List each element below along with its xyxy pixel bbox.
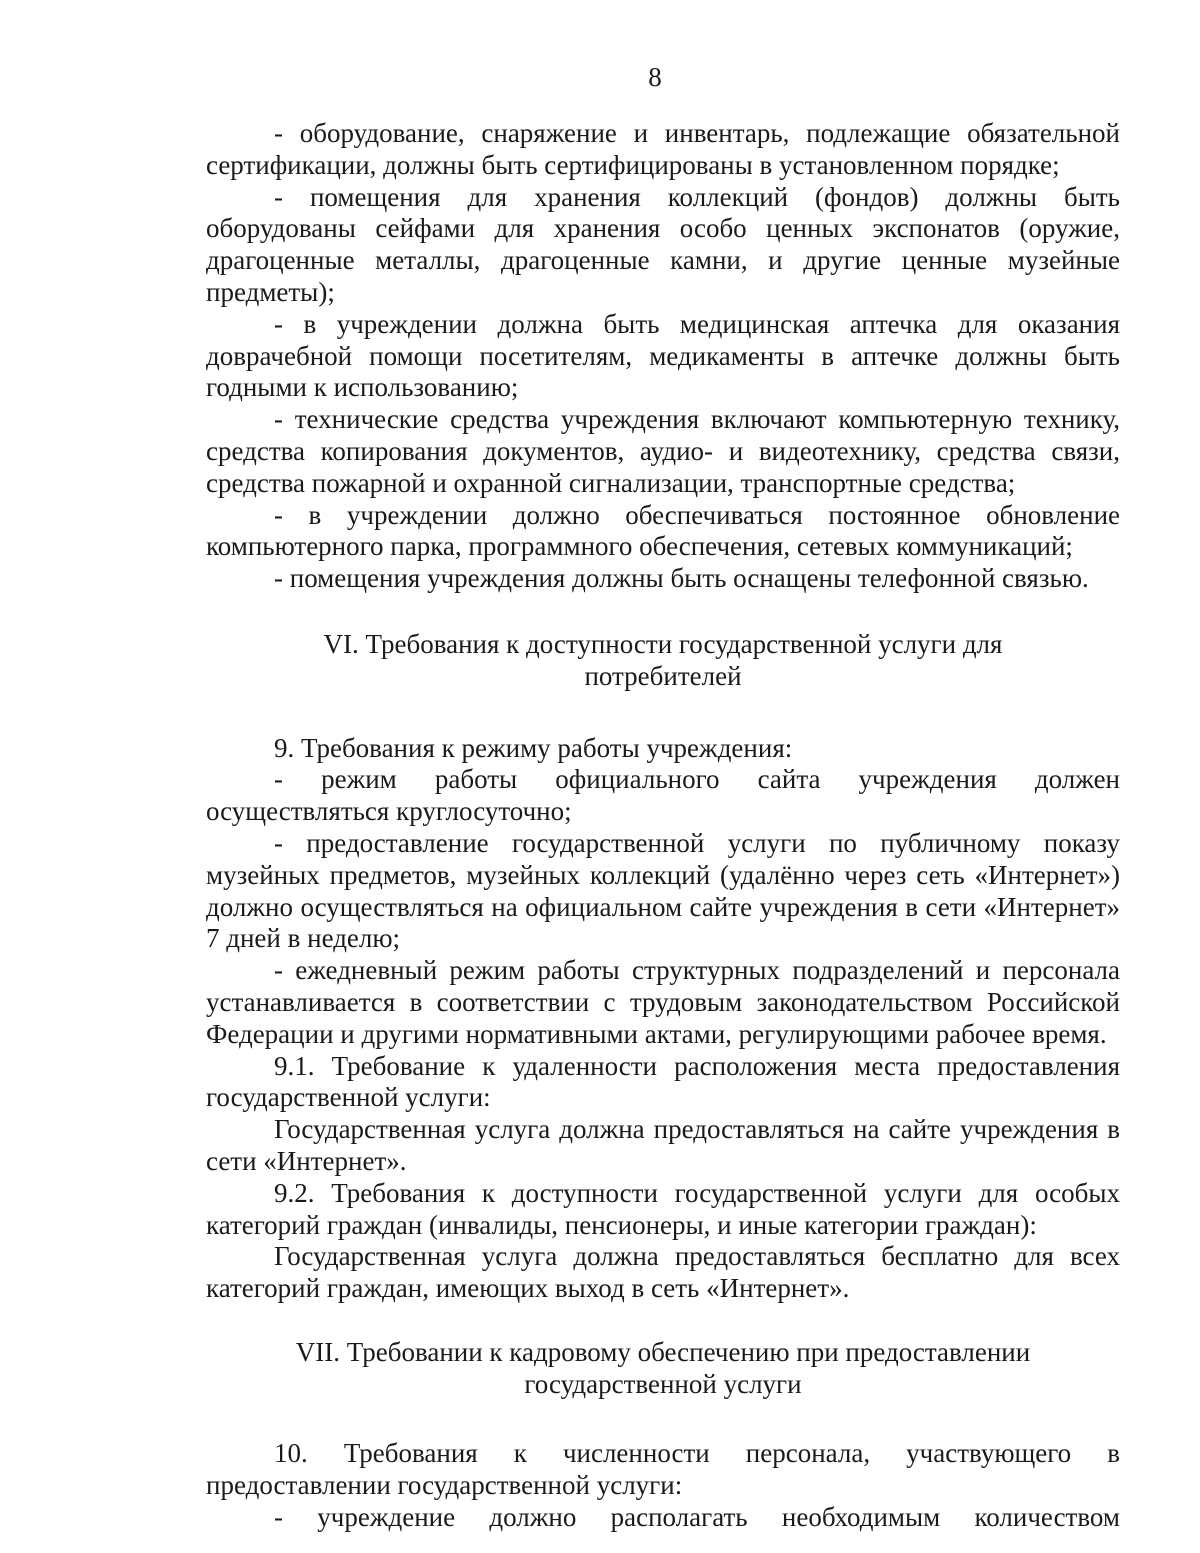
- paragraph: - помещения учреждения должны быть оснащены телефонной связью.: [274, 563, 1089, 594]
- paragraph: Государственная услуга должна предоставляться на сайте учреждения в сети «Интернет».: [206, 1114, 1120, 1176]
- paragraph: 9.1. Требование к удаленности расположения места предоставления государственной услуги:: [206, 1050, 1120, 1113]
- section-heading-vii-line1: VII. Требовании к кадровому обеспечению при предоставлении: [295, 1336, 1031, 1367]
- paragraph: 10. Требования к численности персонала, участвующего в предоставлении государственной услуги:: [206, 1438, 1120, 1501]
- paragraph: - в учреждении должна быть медицинская аптечка для оказания доврачебной помощи посетителям, медикаменты в аптечке должны быть годными к использованию;: [206, 308, 1120, 403]
- paragraph: - технические средства учреждения включают компьютерную технику, средства копирования документов, аудио- и видеотехнику, средства связи, средства пожарной и охранной сигнализации, транспортные средства;: [206, 404, 1120, 498]
- paragraph: 9. Требования к режиму работы учреждения:: [274, 732, 793, 763]
- paragraph: Государственная услуга должна предоставляться бесплатно для всех категорий граждан, имеющих выход в сеть «Интернет».: [206, 1241, 1120, 1304]
- section-heading-vi-line1: VI. Требования к доступности государственной услуги для: [323, 628, 1003, 659]
- paragraph: - предоставление государственной услуги по публичному показу музейных предметов, музейных коллекций (удалённо через сеть «Интернет») должно осуществляться на официальном сайте учреждения в сети «Интернет» 7 дней в неделю;: [206, 827, 1120, 954]
- document-body: [206, 118, 1120, 1534]
- section-heading-vii-line2: государственной услуги: [524, 1368, 802, 1399]
- paragraph: - ежедневный режим работы структурных подразделений и персонала устанавливается в соответствии с трудовым законодательством Российской Федерации и другими нормативными актами, регулирующими рабочее время.: [206, 955, 1120, 1049]
- paragraph: - помещения для хранения коллекций (фондов) должны быть оборудованы сейфами для хранения особо ценных экспонатов (оружие, драгоценные металлы, драгоценные камни, и другие ценные музейные предметы);: [206, 181, 1120, 307]
- page-number: 8: [648, 62, 662, 92]
- paragraph: 9.2. Требования к доступности государственной услуги для особых категорий граждан (инвалиды, пенсионеры, и иные категории граждан):: [206, 1177, 1120, 1240]
- paragraph: - оборудование, снаряжение и инвентарь, подлежащие обязательной сертификации, должны быть сертифицированы в установленном порядке;: [206, 118, 1120, 180]
- paragraph-continued: - учреждение должно располагать необходимым количеством: [274, 1502, 1120, 1533]
- section-heading-vi-line2: потребителей: [584, 660, 742, 691]
- paragraph: - режим работы официального сайта учреждения должен осуществляться круглосуточно;: [206, 764, 1120, 827]
- paragraph: - в учреждении должно обеспечиваться постоянное обновление компьютерного парка, программного обеспечения, сетевых коммуникаций;: [206, 499, 1120, 562]
